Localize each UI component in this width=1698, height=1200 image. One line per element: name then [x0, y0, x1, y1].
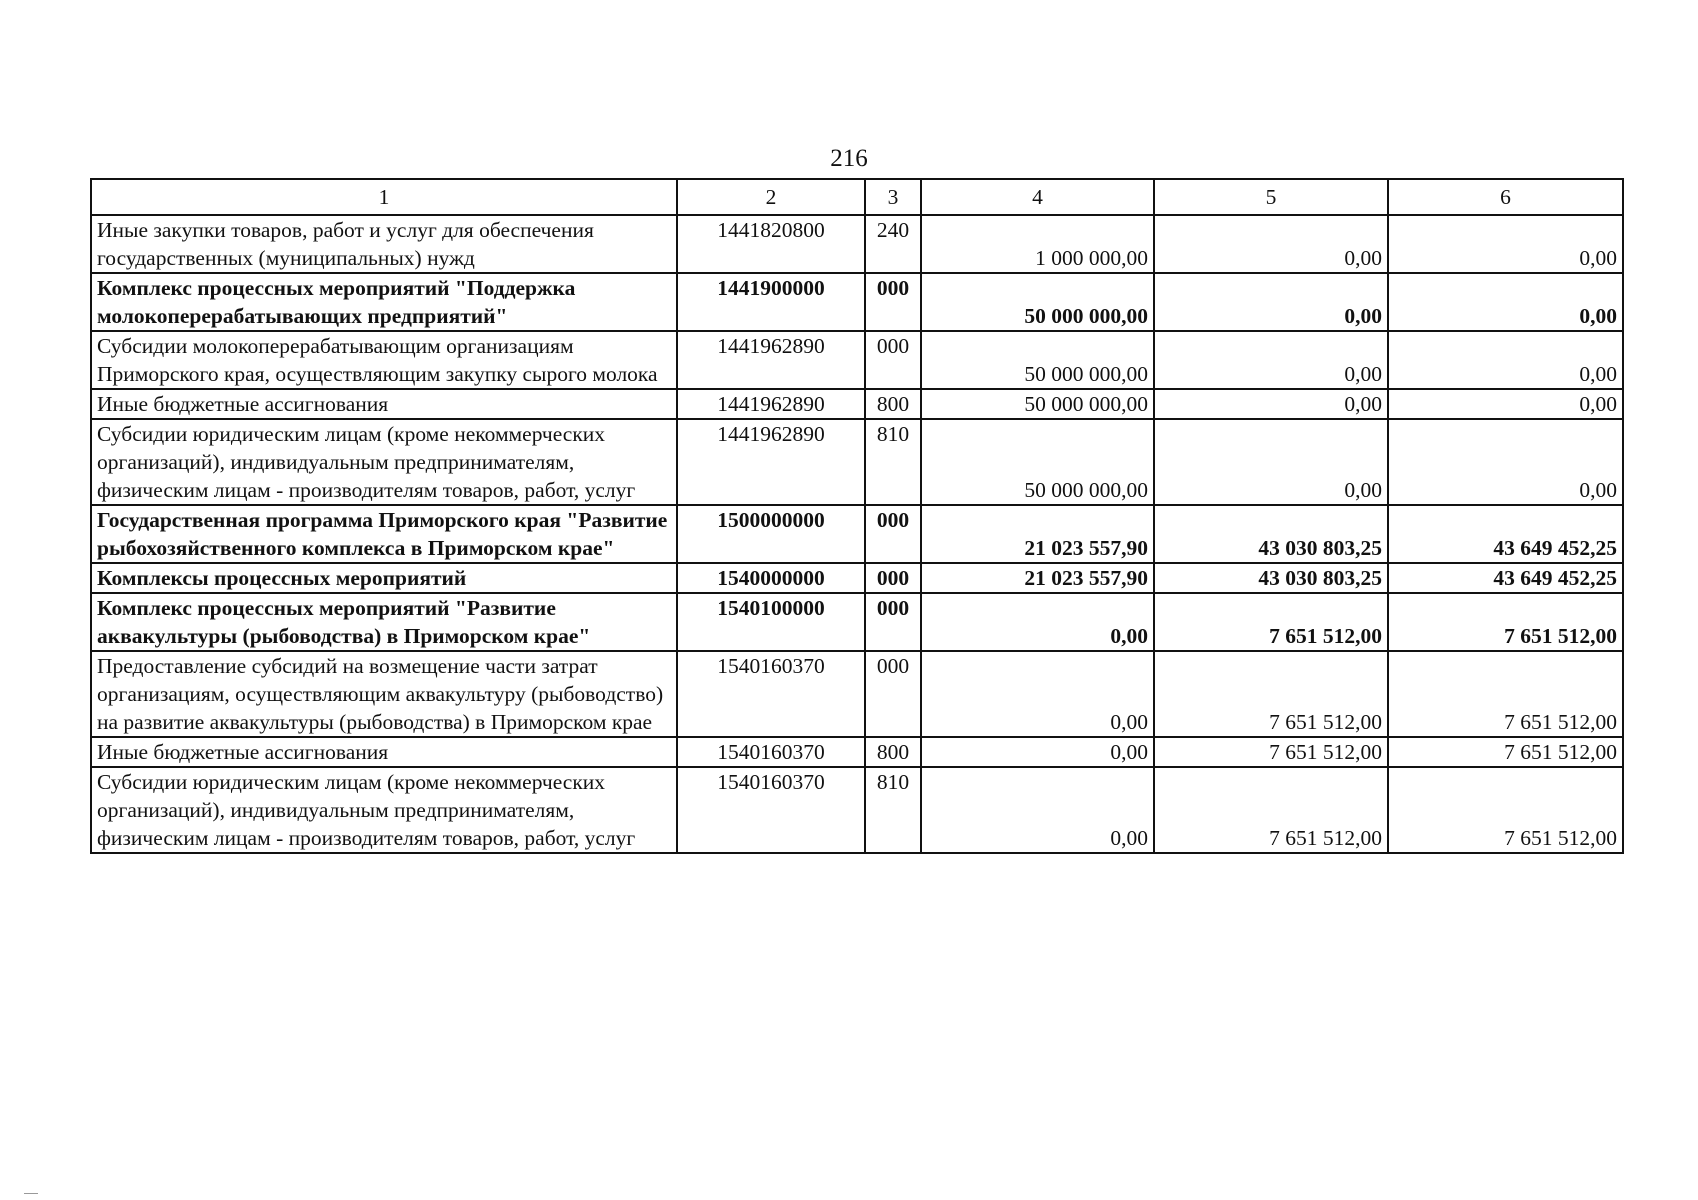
row-name-cell: Комплекс процессных мероприятий "Развитие аквакультуры (рыбоводства) в Приморском крае" — [91, 593, 677, 651]
column-header: 2 — [677, 179, 865, 215]
table-body — [91, 215, 1623, 853]
row-amount-col6: 0,00 — [1388, 215, 1623, 273]
row-name-cell: Субсидии юридическим лицам (кроме некоммерческих организаций), индивидуальным предпринимателям, физическим лицам - производителям товаров, работ, услуг — [91, 419, 677, 505]
row-kind-cell: 810 — [865, 419, 921, 505]
row-amount-col4: 0,00 — [921, 767, 1154, 853]
budget-table — [90, 178, 1624, 854]
row-amount-col5: 7 651 512,00 — [1154, 737, 1388, 767]
row-code-cell: 1441962890 — [677, 389, 865, 419]
row-amount-col4: 0,00 — [921, 737, 1154, 767]
row-amount-col5: 0,00 — [1154, 331, 1388, 389]
row-kind-cell: 800 — [865, 389, 921, 419]
row-kind-cell: 000 — [865, 331, 921, 389]
row-amount-col4: 50 000 000,00 — [921, 331, 1154, 389]
row-amount-col6: 43 649 452,25 — [1388, 505, 1623, 563]
column-header: 5 — [1154, 179, 1388, 215]
row-amount-col6: 7 651 512,00 — [1388, 767, 1623, 853]
row-name-cell: Комплекс процессных мероприятий "Поддержка молокоперерабатывающих предприятий" — [91, 273, 677, 331]
row-amount-col6: 7 651 512,00 — [1388, 593, 1623, 651]
table-row — [91, 389, 1623, 419]
row-amount-col6: 7 651 512,00 — [1388, 651, 1623, 737]
row-name-cell: Иные бюджетные ассигнования — [91, 737, 677, 767]
column-header: 1 — [91, 179, 677, 215]
row-code-cell: 1540000000 — [677, 563, 865, 593]
row-name-cell: Субсидии юридическим лицам (кроме некоммерческих организаций), индивидуальным предпринимателям, физическим лицам - производителям товаров, работ, услуг — [91, 767, 677, 853]
row-amount-col4: 50 000 000,00 — [921, 273, 1154, 331]
row-amount-col5: 0,00 — [1154, 215, 1388, 273]
column-header: 4 — [921, 179, 1154, 215]
row-amount-col4: 21 023 557,90 — [921, 563, 1154, 593]
scan-mark — [24, 1193, 38, 1194]
row-kind-cell: 000 — [865, 505, 921, 563]
row-code-cell: 1441900000 — [677, 273, 865, 331]
row-kind-cell: 810 — [865, 767, 921, 853]
row-amount-col6: 43 649 452,25 — [1388, 563, 1623, 593]
row-amount-col5: 0,00 — [1154, 419, 1388, 505]
row-name-cell: Комплексы процессных мероприятий — [91, 563, 677, 593]
row-amount-col4: 21 023 557,90 — [921, 505, 1154, 563]
row-kind-cell: 000 — [865, 593, 921, 651]
row-code-cell: 1540160370 — [677, 737, 865, 767]
row-code-cell: 1540160370 — [677, 651, 865, 737]
table-row — [91, 737, 1623, 767]
row-kind-cell: 000 — [865, 273, 921, 331]
row-amount-col5: 43 030 803,25 — [1154, 563, 1388, 593]
row-amount-col4: 50 000 000,00 — [921, 419, 1154, 505]
row-code-cell: 1540160370 — [677, 767, 865, 853]
row-amount-col5: 7 651 512,00 — [1154, 651, 1388, 737]
table-row — [91, 593, 1623, 651]
table-row — [91, 273, 1623, 331]
row-name-cell: Предоставление субсидий на возмещение части затрат организациям, осуществляющим аквакультуру (рыбоводство) на развитие аквакультуры (рыбоводства) в Приморском крае — [91, 651, 677, 737]
table-row — [91, 563, 1623, 593]
table-header-row — [91, 179, 1623, 215]
row-name-cell: Государственная программа Приморского края "Развитие рыбохозяйственного комплекса в Приморском крае" — [91, 505, 677, 563]
row-amount-col5: 7 651 512,00 — [1154, 593, 1388, 651]
row-amount-col5: 7 651 512,00 — [1154, 767, 1388, 853]
row-code-cell: 1500000000 — [677, 505, 865, 563]
row-amount-col6: 0,00 — [1388, 419, 1623, 505]
row-amount-col4: 1 000 000,00 — [921, 215, 1154, 273]
table-row — [91, 767, 1623, 853]
row-kind-cell: 240 — [865, 215, 921, 273]
row-amount-col4: 0,00 — [921, 593, 1154, 651]
row-amount-col6: 7 651 512,00 — [1388, 737, 1623, 767]
page-number: 216 — [830, 145, 868, 172]
row-amount-col4: 0,00 — [921, 651, 1154, 737]
column-header: 6 — [1388, 179, 1623, 215]
row-kind-cell: 000 — [865, 563, 921, 593]
table-row — [91, 651, 1623, 737]
row-amount-col5: 0,00 — [1154, 273, 1388, 331]
row-code-cell: 1441962890 — [677, 419, 865, 505]
row-name-cell: Субсидии молокоперерабатывающим организациям Приморского края, осуществляющим закупку сырого молока — [91, 331, 677, 389]
row-amount-col4: 50 000 000,00 — [921, 389, 1154, 419]
row-code-cell: 1441962890 — [677, 331, 865, 389]
row-amount-col5: 43 030 803,25 — [1154, 505, 1388, 563]
row-kind-cell: 000 — [865, 651, 921, 737]
row-amount-col6: 0,00 — [1388, 331, 1623, 389]
table-row — [91, 331, 1623, 389]
row-code-cell: 1441820800 — [677, 215, 865, 273]
row-amount-col6: 0,00 — [1388, 389, 1623, 419]
column-header: 3 — [865, 179, 921, 215]
row-name-cell: Иные закупки товаров, работ и услуг для обеспечения государственных (муниципальных) нужд — [91, 215, 677, 273]
table-row — [91, 419, 1623, 505]
row-amount-col5: 0,00 — [1154, 389, 1388, 419]
row-name-cell: Иные бюджетные ассигнования — [91, 389, 677, 419]
table-row — [91, 215, 1623, 273]
row-kind-cell: 800 — [865, 737, 921, 767]
row-amount-col6: 0,00 — [1388, 273, 1623, 331]
row-code-cell: 1540100000 — [677, 593, 865, 651]
table-row — [91, 505, 1623, 563]
